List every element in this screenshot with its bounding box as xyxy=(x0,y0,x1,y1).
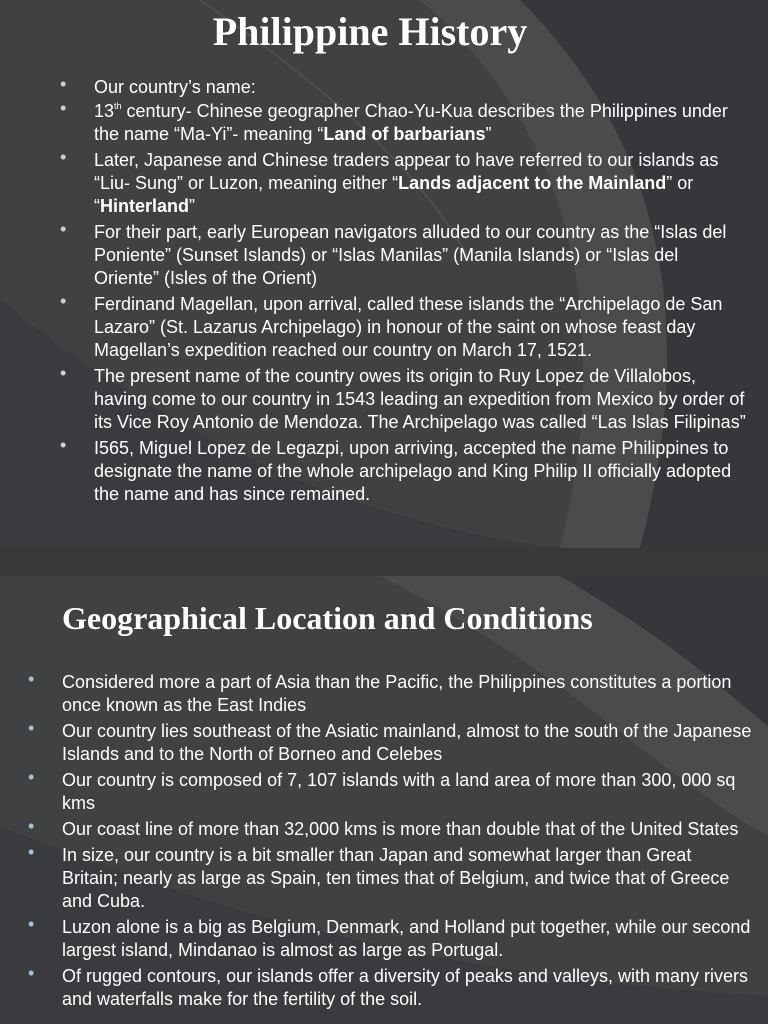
text-segment: Ferdinand Magellan, upon arrival, called these islands the “Archipelago de San Lazaro” (St. Lazarus Archipelago) in honour of the saint on whose feast day Magellan’s expedition reached our country on March 17, 1521. xyxy=(94,294,723,360)
bullet-icon: • xyxy=(28,842,35,862)
bold-text: Hinterland xyxy=(100,196,190,216)
bullet-icon: • xyxy=(28,718,35,738)
text-segment: Our coast line of more than 32,000 kms is more than double that of the United States xyxy=(62,819,739,839)
bullet-icon: • xyxy=(60,219,67,239)
slide-divider xyxy=(0,548,768,576)
text-segment: Luzon alone is a big as Belgium, Denmark, and Holland put together, while our second largest island, Mindanao is almost as large as Portugal. xyxy=(62,917,751,960)
text-segment: century- Chinese geographer Chao-Yu-Kua describes the Philippines under the name “Ma-Yi”- meaning “ xyxy=(94,101,728,144)
list-item xyxy=(60,435,746,506)
bullet-icon: • xyxy=(60,435,67,455)
bullet-icon: • xyxy=(28,767,35,787)
bold-text: Land of barbarians xyxy=(323,124,486,144)
bold-text: Lands adjacent to the Mainland xyxy=(398,173,667,193)
list-item xyxy=(60,219,746,290)
list-item xyxy=(60,363,746,434)
text-segment: ” or “ xyxy=(94,173,694,216)
bullet-icon: • xyxy=(60,363,67,383)
bullet-list xyxy=(60,74,746,509)
list-item xyxy=(28,914,752,962)
list-item xyxy=(28,669,752,717)
list-item xyxy=(28,816,752,841)
text-segment: ” xyxy=(485,124,492,144)
text-segment: For their part, early European navigators alluded to our country as the “Islas del Poniente” (Sunset Islands) or “Islas Manilas” (Manila Islands) or “Islas del Oriente” (Isles of the Orient) xyxy=(94,222,727,288)
bullet-icon: • xyxy=(60,291,67,311)
list-item xyxy=(60,98,746,146)
text-segment: Later, Japanese and Chinese traders appear to have referred to our islands as “Liu- Sung” or Luzon, meaning either “ xyxy=(94,150,719,193)
text-segment: Considered more a part of Asia than the Pacific, the Philippines constitutes a portion once known as the East Indies xyxy=(62,672,732,715)
slide-title: Philippine History xyxy=(212,9,528,54)
bullet-icon: • xyxy=(28,669,35,689)
slide-geographical-location xyxy=(0,576,768,1024)
list-item xyxy=(60,291,746,362)
bullet-icon: • xyxy=(28,914,35,934)
text-segment: I565, Miguel Lopez de Legazpi, upon arriving, accepted the name Philippines to designate the name of the whole archipelago and King Philip II officially adopted the name and has since remained. xyxy=(94,438,732,504)
bullet-icon: • xyxy=(60,74,67,94)
list-item xyxy=(28,767,752,815)
bullet-icon: • xyxy=(28,963,35,983)
list-item xyxy=(28,963,752,1011)
list-item xyxy=(28,842,752,913)
superscript-text: th xyxy=(114,101,122,111)
text-segment: Of rugged contours, our islands offer a diversity of peaks and valleys, with many rivers and waterfalls make for the fertility of the soil. xyxy=(62,966,748,1009)
list-item xyxy=(60,147,746,218)
list-item xyxy=(60,74,746,99)
text-segment: In size, our country is a bit smaller than Japan and somewhat larger than Great Britain; nearly as large as Spain, ten times that of Belgium, and twice that of Greece and Cuba. xyxy=(62,845,730,911)
text-segment: Our country lies southeast of the Asiatic mainland, almost to the south of the Japanese Islands and to the North of Borneo and Celebes xyxy=(62,721,752,764)
bullet-icon: • xyxy=(60,98,67,118)
text-segment: The present name of the country owes its origin to Ruy Lopez de Villalobos, having come to our country in 1543 leading an expedition from Mexico by order of its Vice Roy Antonio de Mendoza. The Archipelago was called “Las Islas Filipinas” xyxy=(94,366,746,432)
bullet-icon: • xyxy=(60,147,67,167)
list-item xyxy=(28,718,752,766)
text-segment: ” xyxy=(189,196,196,216)
bullet-list xyxy=(28,669,752,1014)
slide-title: Geographical Location and Conditions xyxy=(62,600,593,636)
bullet-icon: • xyxy=(28,816,35,836)
text-segment: Our country is composed of 7, 107 islands with a land area of more than 300, 000 sq kms xyxy=(62,770,736,813)
text-segment: Our country’s name: xyxy=(94,77,256,97)
text-segment: 13 xyxy=(94,101,115,121)
